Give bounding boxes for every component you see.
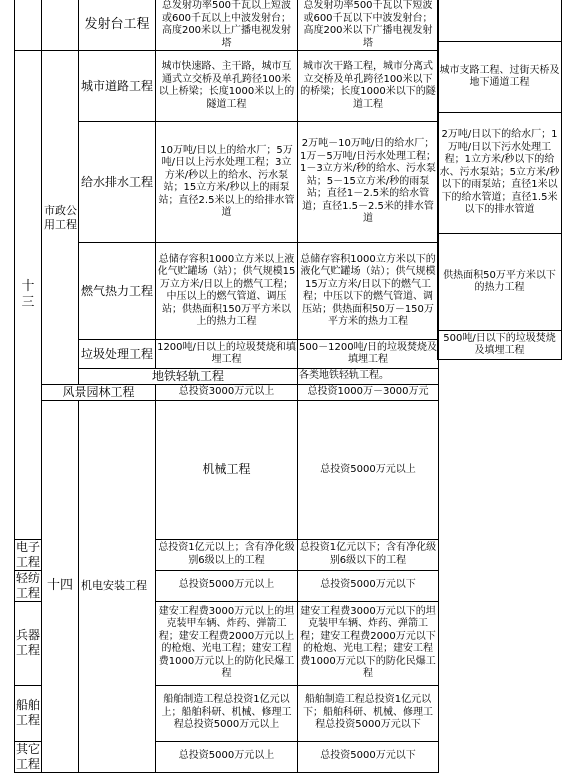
table-row bbox=[15, 243, 439, 340]
medium-scale-cell: 建安工程费3000万元以下的坦克装甲车辆、炸药、弹箭工程；建安工程费2000万元以下的枪炮、光电工程；建安工程费1000万元以下的防化民爆工程 bbox=[298, 601, 439, 685]
small-scale-cell: 供热面积50万平方米以下的热力工程 bbox=[438, 234, 562, 331]
item-name: 发射台工程 bbox=[79, 0, 156, 51]
large-scale-cell: 1200吨/日以上的垃圾焚烧和填埋工程 bbox=[156, 340, 298, 369]
medium-scale-cell: 总投资1亿元以下；含有净化级别6级以下的工程 bbox=[298, 539, 439, 570]
large-scale-cell: 总储存容积1000立方米以上液化气贮罐场（站）；供气规模15万立方米/日以上的燃气工程；中压以上的燃气管道、调压站；供热面积150万平方米以上的热力工程 bbox=[156, 243, 298, 340]
section-number: 十四 bbox=[42, 401, 79, 773]
table-row bbox=[15, 122, 439, 243]
medium-scale-cell: 总发射功率500千瓦以下短波或600千瓦以下中波发射台；高度200米以下广播电视发射塔 bbox=[298, 0, 439, 51]
item-name: 船舶工程 bbox=[15, 685, 42, 741]
table-row bbox=[15, 51, 439, 122]
medium-scale-cell: 2万吨－10万吨/日的给水厂；1万－5万吨/日污水处理工程；1－3立方米/秒的给水、污水泵站；5－15立方米/秒的雨泵站；直径1－2.5米的给水管道；直径1.5－2.5米的排水管道 bbox=[298, 122, 439, 243]
item-name: 电子工程 bbox=[16, 539, 41, 569]
table-row bbox=[15, 385, 439, 401]
medium-scale-cell: 500－1200吨/日的垃圾焚烧及填埋工程 bbox=[298, 340, 439, 369]
large-scale-cell: 建安工程费3000万元以上的坦克装甲车辆、炸药、弹箭工程；建安工程费2000万元以上的枪炮、光电工程；建安工程费1000万元以上的防化民爆工程 bbox=[156, 601, 298, 685]
large-scale-cell: 总投资5000万元以上 bbox=[156, 570, 298, 601]
large-scale-cell: 各类地铁轻轨工程。 bbox=[298, 369, 439, 385]
medium-scale-cell: 船舶制造工程总投资1亿元以下；船舶科研、机械、修理工程总投资5000万元以下 bbox=[298, 685, 439, 741]
small-scale-cell: 500吨/日以下的垃圾焚烧及填埋工程 bbox=[438, 331, 562, 360]
table-row bbox=[15, 0, 439, 51]
section-number: 十三 bbox=[15, 51, 42, 540]
small-scale-cell bbox=[438, 0, 562, 42]
table-row bbox=[15, 401, 439, 540]
item-name: 风景园林工程 bbox=[42, 385, 156, 401]
large-scale-cell: 总投资5000万元以上 bbox=[298, 401, 439, 540]
item-name: 其它工程 bbox=[16, 741, 41, 771]
item-name: 垃圾处理工程 bbox=[79, 340, 156, 369]
medium-scale-cell: 总投资1000万－3000万元 bbox=[298, 385, 439, 401]
medium-scale-cell: 总投资5000万元以下 bbox=[298, 741, 439, 772]
small-scale-cell: 2万吨/日以下的给水厂；1万吨/日以下污水处理工程；1立方米/秒以下的给水、污水泵站；5立方米/秒以下的雨泵站；直径1米以下的给水管道；直径1.5米以下的排水管道 bbox=[438, 113, 562, 234]
large-scale-cell: 10万吨/日以上的给水厂；5万吨/日以上污水处理工程；3立方米/秒以上的给水、污水泵站；15立方米/秒以上的雨泵站；直径2.5米以上的给排水管道 bbox=[156, 122, 298, 243]
large-scale-cell: 城市快速路、主干路，城市互通式立交桥及单孔跨径100米以上桥梁；长度1000米以上的隧道工程 bbox=[156, 51, 298, 122]
project-scale-table bbox=[14, 0, 439, 773]
item-name: 燃气热力工程 bbox=[79, 243, 156, 340]
small-scale-cell: 城市支路工程、过街天桥及地下通道工程 bbox=[438, 42, 562, 113]
small-scale-column bbox=[437, 0, 562, 360]
item-name: 给水排水工程 bbox=[79, 122, 156, 243]
item-name: 兵器工程 bbox=[15, 601, 42, 685]
section-category: 机电安装工程 bbox=[79, 401, 156, 773]
medium-scale-cell: 总投资5000万元以下 bbox=[298, 570, 439, 601]
large-scale-cell: 总投资5000万元以上 bbox=[156, 741, 298, 772]
large-scale-cell: 船舶制造工程总投资1亿元以上；船舶科研、机械、修理工程总投资5000万元以上 bbox=[156, 685, 298, 741]
large-scale-cell: 总投资3000万元以上 bbox=[156, 385, 298, 401]
large-scale-cell: 总发射功率500千瓦以上短波或600千瓦以上中波发射台；高度200米以上广播电视发射塔 bbox=[156, 0, 298, 51]
section-category: 市政公用工程 bbox=[42, 51, 79, 385]
medium-scale-cell: 总储存容积1000立方米以下的液化气贮罐场（站）；供气规模15万立方米/日以下的燃气工程；中压以下的燃气管道、调压站；供热面积50万－150万平方米的热力工程 bbox=[298, 243, 439, 340]
large-scale-cell: 总投资1亿元以上；含有净化级别6级以上的工程 bbox=[156, 539, 298, 570]
table-row bbox=[15, 340, 439, 369]
item-name: 城市道路工程 bbox=[79, 51, 156, 122]
medium-scale-cell: 城市次干路工程，城市分离式立交桥及单孔跨径100米以下的桥梁；长度1000米以下的隧道工程 bbox=[298, 51, 439, 122]
item-name: 地铁轻轨工程 bbox=[79, 369, 298, 385]
item-name: 轻纺工程 bbox=[16, 570, 41, 600]
table-row bbox=[15, 369, 439, 385]
item-name: 机械工程 bbox=[156, 401, 298, 540]
